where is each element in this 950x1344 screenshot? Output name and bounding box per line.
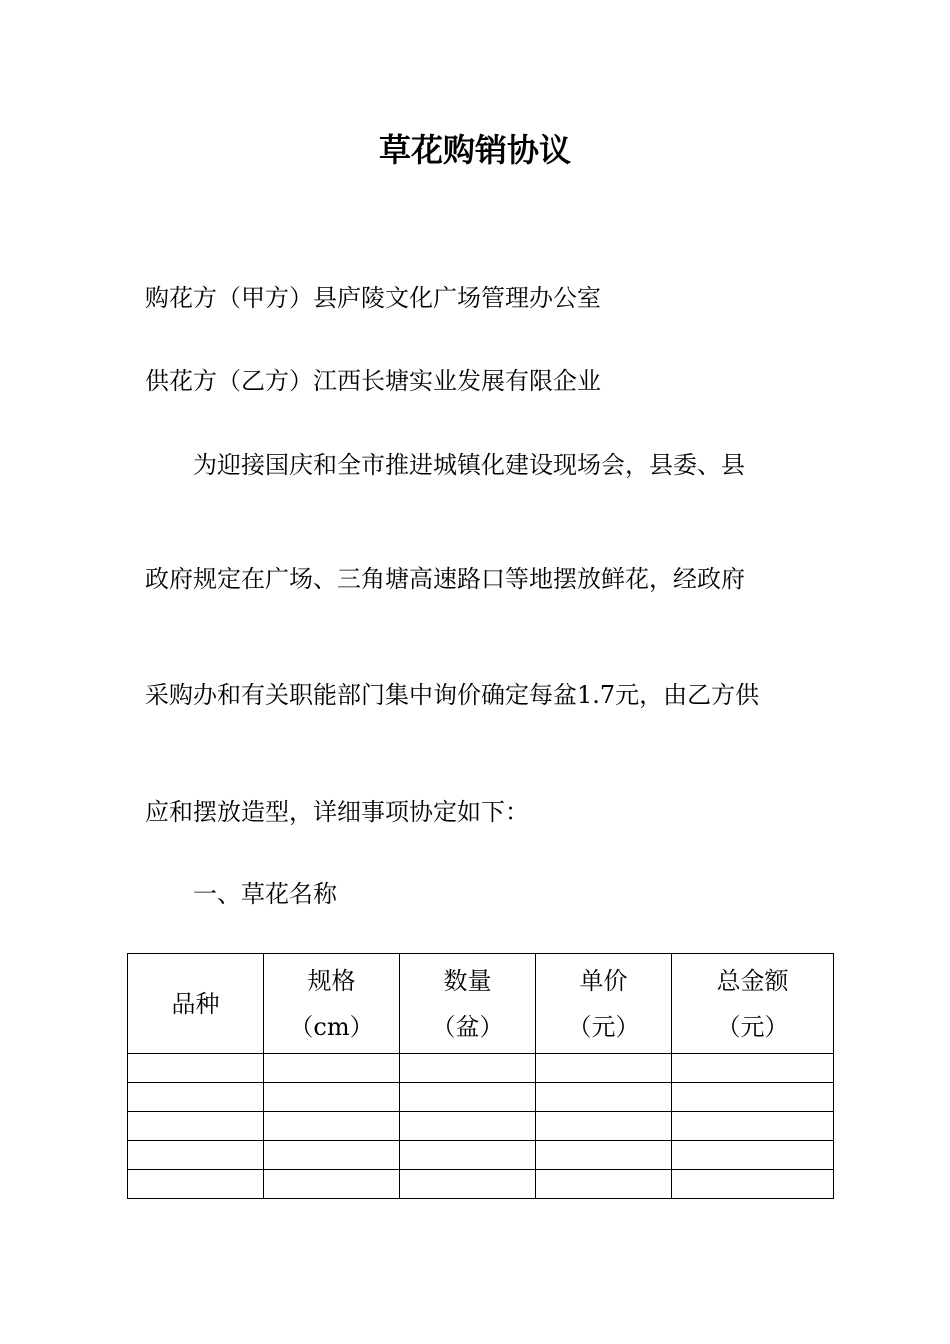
header-variety: [128, 954, 264, 1054]
table-cell: [400, 1141, 536, 1170]
table-cell: [400, 1170, 536, 1199]
header-spec-label: 规格: [307, 966, 356, 995]
table-row: [128, 1112, 834, 1141]
table-row: [128, 1083, 834, 1112]
table-cell: [128, 1054, 264, 1083]
table-cell: [128, 1083, 264, 1112]
header-spec: [264, 954, 400, 1054]
flower-table: [127, 953, 834, 1199]
body-line-2: 政府规定在广场、三角塘高速路口等地摆放鲜花，经政府: [145, 565, 745, 593]
table-cell: [672, 1170, 834, 1199]
document-title: 草花购销协议: [378, 131, 571, 169]
header-spec-unit: （cm）: [289, 1012, 374, 1041]
header-quantity: [400, 954, 536, 1054]
table-cell: [264, 1112, 400, 1141]
header-unit-price-unit: （元）: [567, 1012, 640, 1041]
table-cell: [672, 1083, 834, 1112]
table-cell: [536, 1170, 672, 1199]
body-line-1: 为迎接国庆和全市推进城镇化建设现场会，县委、县: [193, 451, 745, 479]
table-cell: [264, 1083, 400, 1112]
table-cell: [536, 1112, 672, 1141]
table-cell: [672, 1054, 834, 1083]
table-cell: [536, 1083, 672, 1112]
body-line-3: 采购办和有关职能部门集中询价确定每盆1.7元，由乙方供: [145, 681, 760, 709]
header-unit-price-label: 单价: [579, 966, 628, 995]
table-cell: [536, 1054, 672, 1083]
table-cell: [264, 1054, 400, 1083]
header-variety-label: 品种: [171, 989, 220, 1018]
table-cell: [128, 1112, 264, 1141]
header-total: [672, 954, 834, 1054]
table-cell: [672, 1112, 834, 1141]
section-heading: 一、草花名称: [193, 880, 337, 908]
table-cell: [264, 1170, 400, 1199]
header-total-label: 总金额: [716, 966, 789, 995]
table-cell: [264, 1141, 400, 1170]
table-header-row: [128, 954, 834, 1054]
buyer-line: 购花方（甲方）县庐陵文化广场管理办公室: [145, 284, 601, 312]
table-row: [128, 1170, 834, 1199]
table-cell: [128, 1170, 264, 1199]
header-quantity-unit: （盆）: [431, 1012, 504, 1041]
table-cell: [128, 1141, 264, 1170]
table-row: [128, 1141, 834, 1170]
table-row: [128, 1054, 834, 1083]
body-line-4: 应和摆放造型，详细事项协定如下：: [145, 798, 529, 826]
seller-line: 供花方（乙方）江西长塘实业发展有限企业: [145, 367, 601, 395]
header-quantity-label: 数量: [443, 966, 492, 995]
table-cell: [400, 1112, 536, 1141]
header-unit-price: [536, 954, 672, 1054]
table-cell: [400, 1054, 536, 1083]
header-total-unit: （元）: [716, 1012, 789, 1041]
table-cell: [536, 1141, 672, 1170]
table-cell: [400, 1083, 536, 1112]
table-cell: [672, 1141, 834, 1170]
